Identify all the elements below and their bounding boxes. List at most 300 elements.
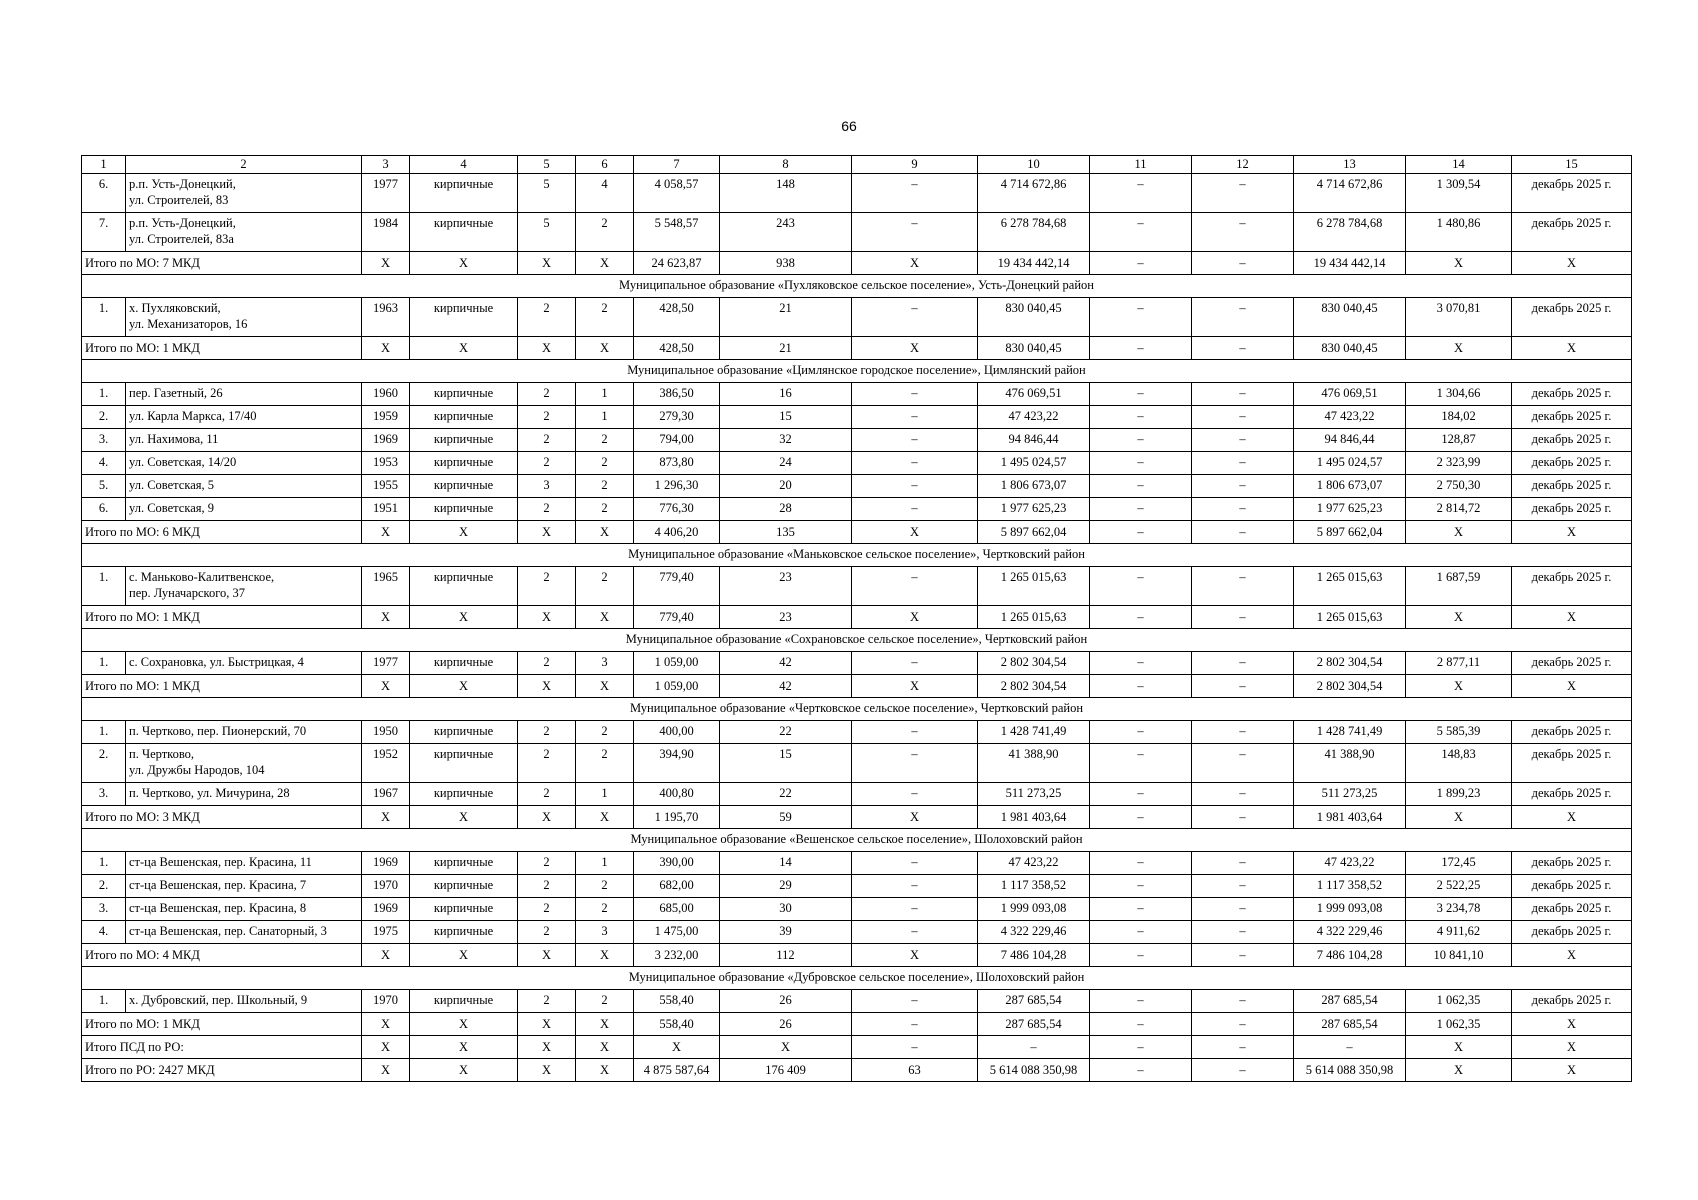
cell-c8: 29 [720, 875, 852, 898]
cell-c12: – [1192, 675, 1294, 698]
section-header-row [82, 360, 1632, 383]
row-number: 1. [82, 567, 126, 606]
cell-c12: – [1192, 921, 1294, 944]
cell-c9: – [852, 475, 978, 498]
cell-c3: X [362, 606, 410, 629]
cell-c5: 5 [518, 174, 576, 213]
cell-c13: 287 685,54 [1294, 990, 1406, 1013]
row-number: 2. [82, 406, 126, 429]
cell-c15: X [1512, 337, 1632, 360]
cell-c14: 1 062,35 [1406, 990, 1512, 1013]
cell-c15: декабрь 2025 г. [1512, 783, 1632, 806]
cell-c8: 30 [720, 898, 852, 921]
cell-c14: 2 814,72 [1406, 498, 1512, 521]
cell-c13: 511 273,25 [1294, 783, 1406, 806]
cell-c8: 148 [720, 174, 852, 213]
address-cell [126, 213, 362, 252]
cell-c3: 1967 [362, 783, 410, 806]
cell-c8: 15 [720, 744, 852, 783]
cell-c15: декабрь 2025 г. [1512, 213, 1632, 252]
cell-c3: 1975 [362, 921, 410, 944]
table-row [82, 298, 1632, 337]
cell-c15: декабрь 2025 г. [1512, 852, 1632, 875]
cell-c5: 2 [518, 852, 576, 875]
address-cell [126, 921, 362, 944]
cell-c7: 400,00 [634, 721, 720, 744]
cell-c14: X [1406, 252, 1512, 275]
cell-c15: декабрь 2025 г. [1512, 567, 1632, 606]
cell-c6: 2 [576, 990, 634, 1013]
cell-c5: 2 [518, 921, 576, 944]
address-cell [126, 498, 362, 521]
cell-c6: 1 [576, 406, 634, 429]
table-row [82, 875, 1632, 898]
cell-c9: – [852, 875, 978, 898]
address-cell [126, 383, 362, 406]
cell-c7: 428,50 [634, 337, 720, 360]
municipality-title: Муниципальное образование «Дубровское сельское поселение», Шолоховский район [82, 967, 1632, 990]
cell-c12: – [1192, 252, 1294, 275]
table-row [82, 475, 1632, 498]
cell-c13: 1 806 673,07 [1294, 475, 1406, 498]
table-row [82, 213, 1632, 252]
cell-c7: 1 059,00 [634, 652, 720, 675]
cell-c10: 830 040,45 [978, 337, 1090, 360]
cell-c9: X [852, 252, 978, 275]
cell-c13: 830 040,45 [1294, 337, 1406, 360]
cell-c14: 148,83 [1406, 744, 1512, 783]
cell-c10: 47 423,22 [978, 406, 1090, 429]
cell-c11: – [1090, 652, 1192, 675]
cell-c9: – [852, 921, 978, 944]
cell-c6: X [576, 252, 634, 275]
cell-c14: 1 899,23 [1406, 783, 1512, 806]
cell-c5: 2 [518, 498, 576, 521]
cell-c11: – [1090, 475, 1192, 498]
table-row [82, 744, 1632, 783]
address-line: пер. Газетный, 26 [129, 386, 223, 400]
table-row [82, 783, 1632, 806]
cell-c4: кирпичные [410, 744, 518, 783]
cell-c12: – [1192, 383, 1294, 406]
cell-c13: 287 685,54 [1294, 1013, 1406, 1036]
cell-c12: – [1192, 806, 1294, 829]
cell-c6: 2 [576, 429, 634, 452]
cell-c5: X [518, 675, 576, 698]
cell-c14: 1 309,54 [1406, 174, 1512, 213]
cell-c5: 5 [518, 213, 576, 252]
address-line: ул. Механизаторов, 16 [129, 317, 248, 331]
cell-c15: декабрь 2025 г. [1512, 298, 1632, 337]
address-cell [126, 744, 362, 783]
cell-c11: – [1090, 406, 1192, 429]
cell-c4: X [410, 675, 518, 698]
cell-c9: – [852, 744, 978, 783]
cell-c10: – [978, 1036, 1090, 1059]
cell-c9: – [852, 498, 978, 521]
cell-c9: – [852, 452, 978, 475]
cell-c6: 1 [576, 783, 634, 806]
total-row [82, 806, 1632, 829]
cell-c5: X [518, 806, 576, 829]
address-line: ул. Карла Маркса, 17/40 [129, 409, 257, 423]
cell-c15: декабрь 2025 г. [1512, 174, 1632, 213]
section-header-row [82, 629, 1632, 652]
cell-c9: – [852, 898, 978, 921]
cell-c10: 47 423,22 [978, 852, 1090, 875]
cell-c13: 94 846,44 [1294, 429, 1406, 452]
cell-c11: – [1090, 1013, 1192, 1036]
cell-c10: 1 117 358,52 [978, 875, 1090, 898]
cell-c12: – [1192, 652, 1294, 675]
cell-c6: 3 [576, 652, 634, 675]
cell-c14: 10 841,10 [1406, 944, 1512, 967]
cell-c11: – [1090, 744, 1192, 783]
cell-c10: 94 846,44 [978, 429, 1090, 452]
cell-c9: X [852, 521, 978, 544]
municipality-title: Муниципальное образование «Цимлянское городское поселение», Цимлянский район [82, 360, 1632, 383]
cell-c3: X [362, 1059, 410, 1082]
cell-c7: 386,50 [634, 383, 720, 406]
column-header: 15 [1512, 156, 1632, 174]
table-row [82, 898, 1632, 921]
cell-c15: декабрь 2025 г. [1512, 921, 1632, 944]
row-number: 1. [82, 990, 126, 1013]
total-row [82, 675, 1632, 698]
cell-c13: 5 614 088 350,98 [1294, 1059, 1406, 1082]
cell-c7: 558,40 [634, 990, 720, 1013]
cell-c10: 511 273,25 [978, 783, 1090, 806]
address-line: п. Чертково, пер. Пионерский, 70 [129, 724, 307, 738]
cell-c14: 2 323,99 [1406, 452, 1512, 475]
cell-c5: 2 [518, 990, 576, 1013]
cell-c10: 1 265 015,63 [978, 567, 1090, 606]
cell-c4: кирпичные [410, 452, 518, 475]
row-number: 2. [82, 875, 126, 898]
cell-c3: 1965 [362, 567, 410, 606]
cell-c7: 779,40 [634, 606, 720, 629]
cell-c9: – [852, 406, 978, 429]
cell-c6: 2 [576, 498, 634, 521]
section-header-row [82, 829, 1632, 852]
cell-c5: 2 [518, 429, 576, 452]
cell-c14: 172,45 [1406, 852, 1512, 875]
cell-c10: 4 322 229,46 [978, 921, 1090, 944]
cell-c6: 2 [576, 298, 634, 337]
cell-c15: декабрь 2025 г. [1512, 406, 1632, 429]
cell-c3: 1955 [362, 475, 410, 498]
cell-c10: 1 428 741,49 [978, 721, 1090, 744]
cell-c15: X [1512, 1013, 1632, 1036]
cell-c7: 873,80 [634, 452, 720, 475]
cell-c10: 19 434 442,14 [978, 252, 1090, 275]
cell-c6: X [576, 337, 634, 360]
address-cell [126, 567, 362, 606]
cell-c9: – [852, 383, 978, 406]
cell-c10: 4 714 672,86 [978, 174, 1090, 213]
cell-c12: – [1192, 606, 1294, 629]
cell-c15: декабрь 2025 г. [1512, 744, 1632, 783]
cell-c9: 63 [852, 1059, 978, 1082]
cell-c11: – [1090, 521, 1192, 544]
cell-c13: 6 278 784,68 [1294, 213, 1406, 252]
cell-c11: – [1090, 783, 1192, 806]
cell-c5: 2 [518, 383, 576, 406]
cell-c15: X [1512, 1059, 1632, 1082]
column-header: 13 [1294, 156, 1406, 174]
cell-c9: – [852, 721, 978, 744]
cell-c9: X [852, 337, 978, 360]
cell-c8: 243 [720, 213, 852, 252]
cell-c13: 19 434 442,14 [1294, 252, 1406, 275]
cell-c7: 1 296,30 [634, 475, 720, 498]
address-cell [126, 783, 362, 806]
cell-c7: X [634, 1036, 720, 1059]
cell-c4: X [410, 521, 518, 544]
cell-c8: 16 [720, 383, 852, 406]
cell-c14: X [1406, 337, 1512, 360]
address-line: ул. Советская, 14/20 [129, 455, 237, 469]
section-header-row [82, 698, 1632, 721]
cell-c14: 2 522,25 [1406, 875, 1512, 898]
cell-c5: 2 [518, 298, 576, 337]
column-header: 1 [82, 156, 126, 174]
cell-c4: кирпичные [410, 498, 518, 521]
cell-c15: X [1512, 675, 1632, 698]
cell-c10: 287 685,54 [978, 990, 1090, 1013]
address-line: ст-ца Вешенская, пер. Красина, 7 [129, 878, 307, 892]
cell-c13: 1 117 358,52 [1294, 875, 1406, 898]
cell-c11: – [1090, 852, 1192, 875]
cell-c4: X [410, 1036, 518, 1059]
cell-c4: кирпичные [410, 852, 518, 875]
cell-c10: 1 981 403,64 [978, 806, 1090, 829]
cell-c11: – [1090, 383, 1192, 406]
cell-c12: – [1192, 783, 1294, 806]
municipality-title: Муниципальное образование «Вешенское сельское поселение», Шолоховский район [82, 829, 1632, 852]
cell-c11: – [1090, 944, 1192, 967]
cell-c12: – [1192, 944, 1294, 967]
address-line: р.п. Усть-Донецкий, [129, 177, 236, 191]
cell-c9: – [852, 1013, 978, 1036]
table-row [82, 852, 1632, 875]
row-number: 6. [82, 174, 126, 213]
column-header: 12 [1192, 156, 1294, 174]
address-cell [126, 990, 362, 1013]
cell-c15: X [1512, 944, 1632, 967]
cell-c8: 22 [720, 721, 852, 744]
address-line: ул. Нахимова, 11 [129, 432, 219, 446]
cell-c15: декабрь 2025 г. [1512, 990, 1632, 1013]
cell-c4: кирпичные [410, 990, 518, 1013]
column-header: 9 [852, 156, 978, 174]
cell-c7: 1 195,70 [634, 806, 720, 829]
table-body [82, 156, 1632, 1082]
cell-c7: 558,40 [634, 1013, 720, 1036]
cell-c14: 1 480,86 [1406, 213, 1512, 252]
cell-c8: X [720, 1036, 852, 1059]
cell-c11: – [1090, 806, 1192, 829]
column-header: 7 [634, 156, 720, 174]
cell-c12: – [1192, 521, 1294, 544]
cell-c11: – [1090, 721, 1192, 744]
cell-c7: 3 232,00 [634, 944, 720, 967]
cell-c12: – [1192, 990, 1294, 1013]
cell-c6: 2 [576, 475, 634, 498]
total-row [82, 521, 1632, 544]
table-row [82, 567, 1632, 606]
cell-c5: 2 [518, 406, 576, 429]
cell-c9: – [852, 298, 978, 337]
row-number: 6. [82, 498, 126, 521]
cell-c3: 1977 [362, 174, 410, 213]
cell-c6: 2 [576, 875, 634, 898]
cell-c10: 830 040,45 [978, 298, 1090, 337]
address-cell [126, 475, 362, 498]
cell-c6: 2 [576, 213, 634, 252]
cell-c9: – [852, 1036, 978, 1059]
row-number: 1. [82, 721, 126, 744]
cell-c13: 1 265 015,63 [1294, 606, 1406, 629]
address-line: ул. Советская, 9 [129, 501, 214, 515]
cell-c9: X [852, 944, 978, 967]
cell-c6: X [576, 1059, 634, 1082]
cell-c15: декабрь 2025 г. [1512, 452, 1632, 475]
column-header: 11 [1090, 156, 1192, 174]
cell-c9: – [852, 567, 978, 606]
total-row [82, 337, 1632, 360]
cell-c6: X [576, 606, 634, 629]
cell-c11: – [1090, 990, 1192, 1013]
cell-c8: 14 [720, 852, 852, 875]
cell-c8: 176 409 [720, 1059, 852, 1082]
cell-c3: X [362, 521, 410, 544]
cell-c8: 26 [720, 990, 852, 1013]
cell-c13: 830 040,45 [1294, 298, 1406, 337]
table-row [82, 429, 1632, 452]
cell-c4: кирпичные [410, 652, 518, 675]
cell-c14: 2 877,11 [1406, 652, 1512, 675]
cell-c15: декабрь 2025 г. [1512, 652, 1632, 675]
cell-c11: – [1090, 213, 1192, 252]
cell-c7: 24 623,87 [634, 252, 720, 275]
cell-c13: 1 265 015,63 [1294, 567, 1406, 606]
cell-c10: 2 802 304,54 [978, 652, 1090, 675]
cell-c13: 41 388,90 [1294, 744, 1406, 783]
row-number: 1. [82, 852, 126, 875]
cell-c3: 1977 [362, 652, 410, 675]
cell-c10: 6 278 784,68 [978, 213, 1090, 252]
cell-c3: 1950 [362, 721, 410, 744]
cell-c15: декабрь 2025 г. [1512, 898, 1632, 921]
cell-c4: кирпичные [410, 383, 518, 406]
cell-c4: кирпичные [410, 921, 518, 944]
cell-c6: X [576, 1013, 634, 1036]
cell-c11: – [1090, 606, 1192, 629]
cell-c3: 1984 [362, 213, 410, 252]
total-row [82, 252, 1632, 275]
cell-c6: 1 [576, 852, 634, 875]
cell-c10: 2 802 304,54 [978, 675, 1090, 698]
cell-c5: X [518, 1013, 576, 1036]
cell-c13: – [1294, 1036, 1406, 1059]
cell-c8: 938 [720, 252, 852, 275]
cell-c7: 776,30 [634, 498, 720, 521]
cell-c3: X [362, 1013, 410, 1036]
cell-c11: – [1090, 1059, 1192, 1082]
address-cell [126, 429, 362, 452]
cell-c12: – [1192, 1059, 1294, 1082]
cell-c6: 2 [576, 452, 634, 475]
cell-c11: – [1090, 898, 1192, 921]
cell-c7: 428,50 [634, 298, 720, 337]
cell-c7: 1 059,00 [634, 675, 720, 698]
total-row [82, 606, 1632, 629]
cell-c7: 394,90 [634, 744, 720, 783]
cell-c15: декабрь 2025 г. [1512, 429, 1632, 452]
cell-c6: X [576, 675, 634, 698]
cell-c10: 476 069,51 [978, 383, 1090, 406]
total-row [82, 1013, 1632, 1036]
row-number: 1. [82, 298, 126, 337]
cell-c9: X [852, 806, 978, 829]
cell-c5: X [518, 252, 576, 275]
cell-c8: 39 [720, 921, 852, 944]
section-header-row [82, 967, 1632, 990]
cell-c12: – [1192, 298, 1294, 337]
cell-c12: – [1192, 174, 1294, 213]
row-number: 3. [82, 783, 126, 806]
cell-c9: – [852, 652, 978, 675]
cell-c14: X [1406, 1059, 1512, 1082]
cell-c6: 2 [576, 721, 634, 744]
municipality-title: Муниципальное образование «Пухляковское сельское поселение», Усть-Донецкий район [82, 275, 1632, 298]
cell-c6: 2 [576, 898, 634, 921]
cell-c4: X [410, 1013, 518, 1036]
cell-c8: 21 [720, 337, 852, 360]
cell-c4: кирпичные [410, 406, 518, 429]
row-number: 5. [82, 475, 126, 498]
cell-c12: – [1192, 429, 1294, 452]
address-line: ст-ца Вешенская, пер. Красина, 11 [129, 855, 312, 869]
cell-c13: 1 428 741,49 [1294, 721, 1406, 744]
address-line: с. Сохрановка, ул. Быстрицкая, 4 [129, 655, 304, 669]
municipality-title: Муниципальное образование «Сохрановское сельское поселение», Чертковский район [82, 629, 1632, 652]
column-header: 2 [126, 156, 362, 174]
cell-c11: – [1090, 498, 1192, 521]
column-header: 5 [518, 156, 576, 174]
cell-c11: – [1090, 452, 1192, 475]
cell-c8: 59 [720, 806, 852, 829]
table-row [82, 990, 1632, 1013]
column-header: 6 [576, 156, 634, 174]
total-label: Итого по МО: 1 МКД [82, 1013, 362, 1036]
cell-c12: – [1192, 567, 1294, 606]
cell-c11: – [1090, 429, 1192, 452]
cell-c15: декабрь 2025 г. [1512, 498, 1632, 521]
cell-c14: X [1406, 675, 1512, 698]
total-label: Итого ПСД по РО: [82, 1036, 362, 1059]
cell-c4: X [410, 944, 518, 967]
cell-c15: декабрь 2025 г. [1512, 383, 1632, 406]
cell-c4: кирпичные [410, 174, 518, 213]
cell-c5: X [518, 1059, 576, 1082]
cell-c7: 4 875 587,64 [634, 1059, 720, 1082]
cell-c13: 1 999 093,08 [1294, 898, 1406, 921]
cell-c9: – [852, 174, 978, 213]
address-cell [126, 174, 362, 213]
cell-c13: 1 977 625,23 [1294, 498, 1406, 521]
